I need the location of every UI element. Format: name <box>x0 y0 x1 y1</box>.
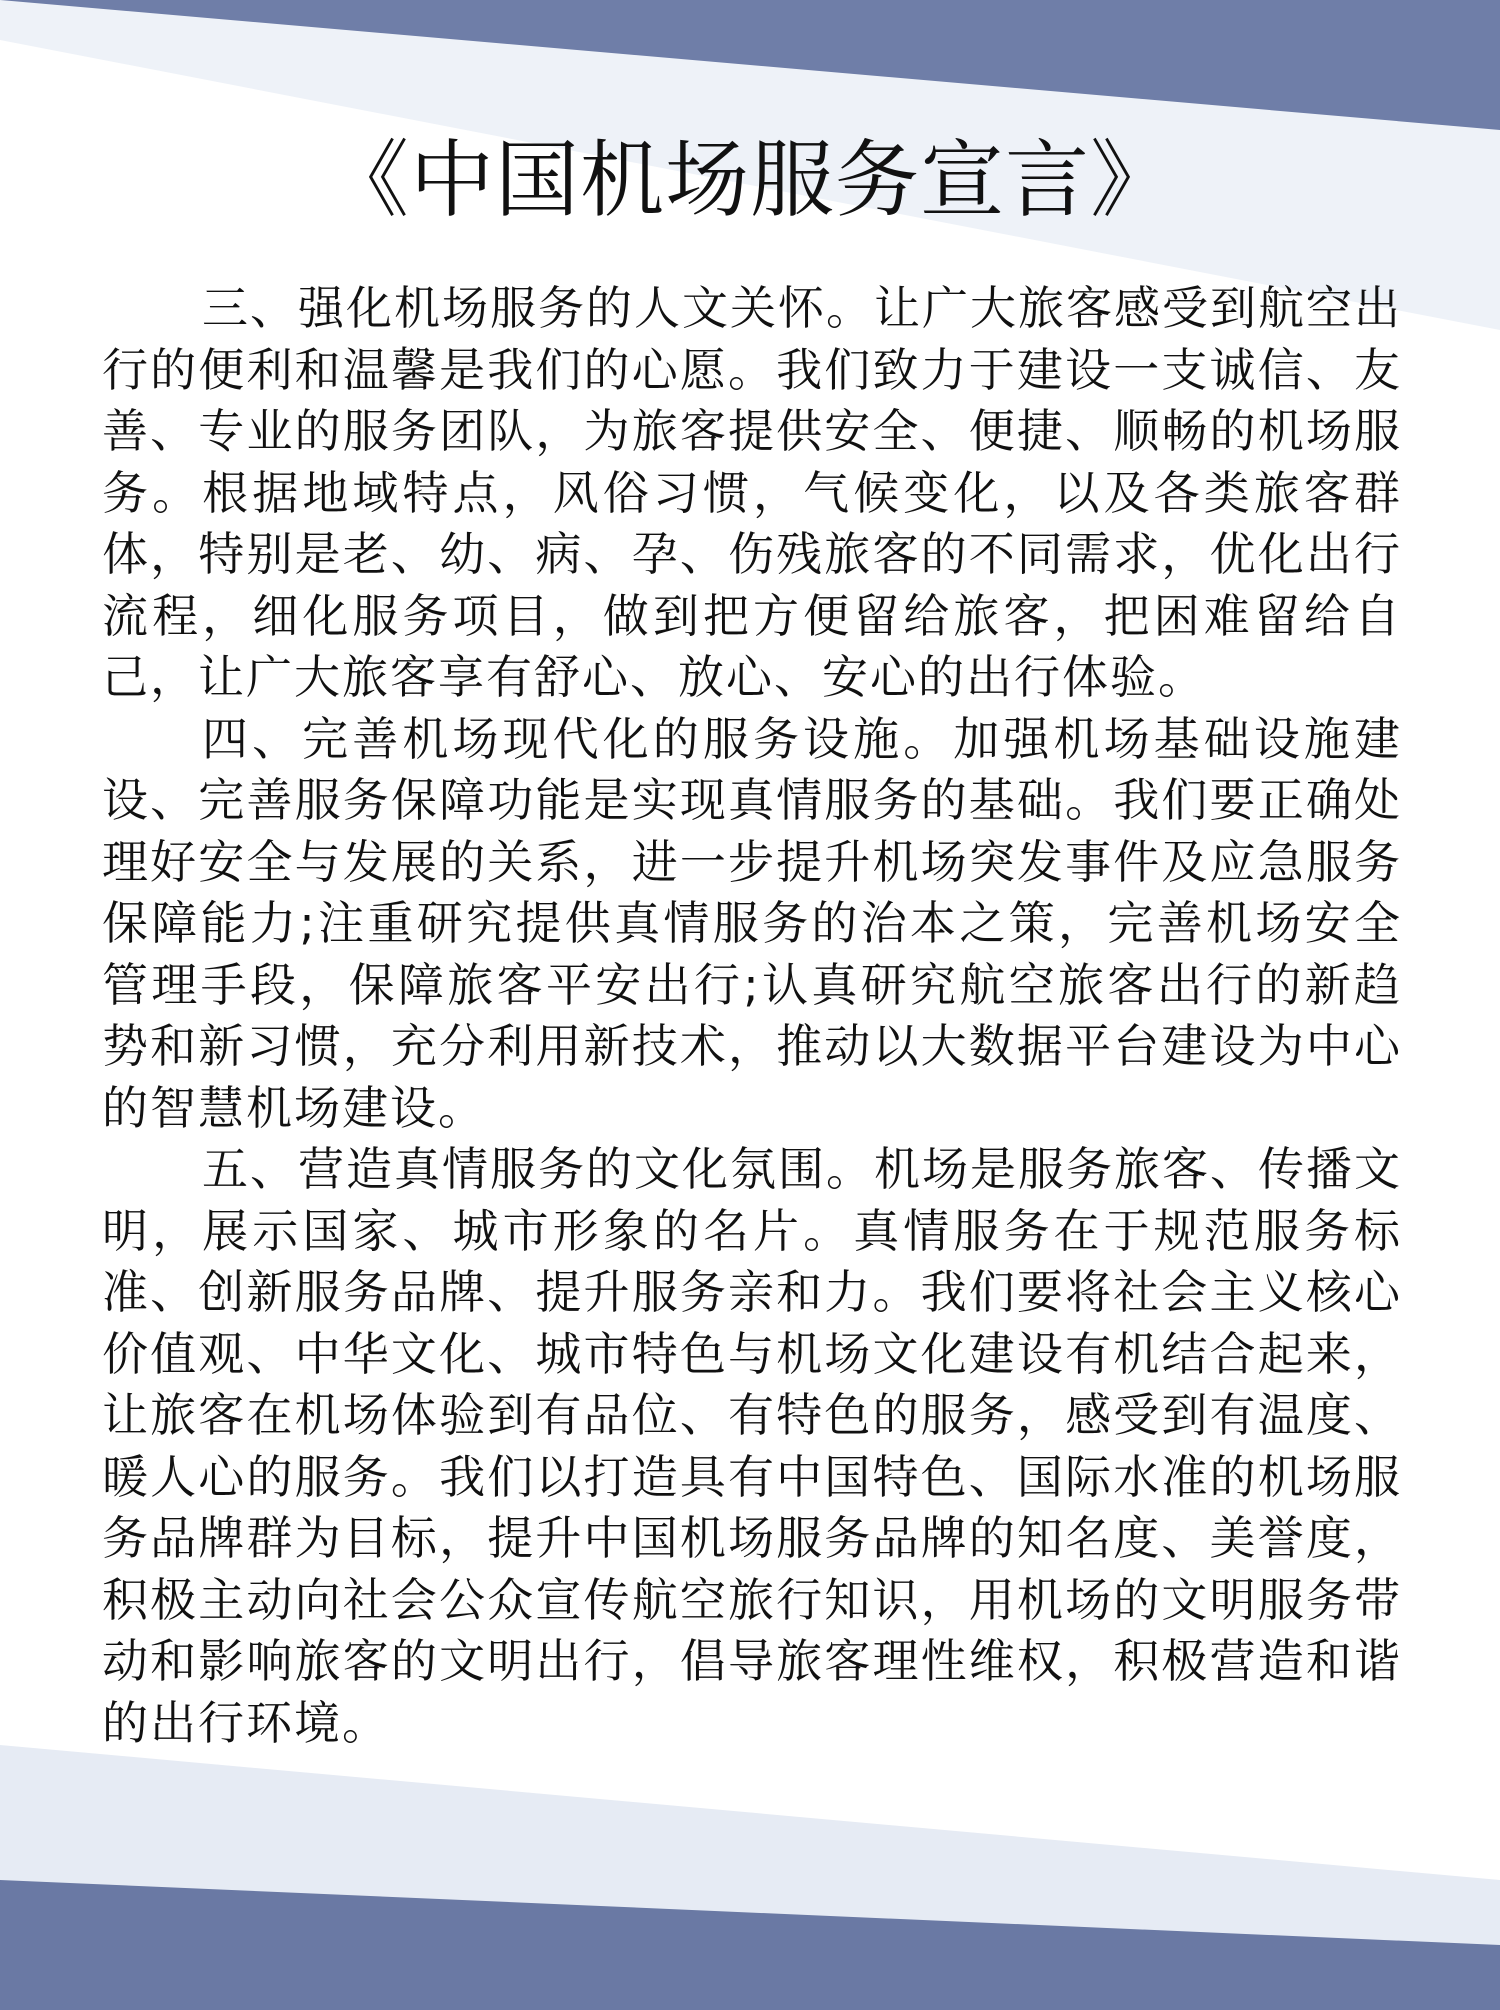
document-body <box>102 278 1402 1754</box>
paragraph-five: 五、营造真情服务的文化氛围。机场是服务旅客、传播文明，展示国家、城市形象的名片。真情服务在于规范服务标准、创新服务品牌、提升服务亲和力。我们要将社会主义核心价值观、中华文化、城市特色与机场文化建设有机结合起来，让旅客在机场体验到有品位、有特色的服务，感受到有温度、暖人心的服务。我们以打造具有中国特色、国际水准的机场服务品牌群为目标，提升中国机场服务品牌的知名度、美誉度，积极主动向社会公众宣传航空旅行知识，用机场的文明服务带动和影响旅客的文明出行，倡导旅客理性维权，积极营造和谐的出行环境。 <box>102 1142 1402 1750</box>
page-title: 《中国机场服务宣言》 <box>324 131 1175 229</box>
paragraph-three: 三、强化机场服务的人文关怀。让广大旅客感受到航空出行的便利和温馨是我们的心愿。我们致力于建设一支诚信、友善、专业的服务团队，为旅客提供安全、便捷、顺畅的机场服务。根据地域特点，风俗习惯，气候变化，以及各类旅客群体，特别是老、幼、病、孕、伤残旅客的不同需求，优化出行流程，细化服务项目，做到把方便留给旅客，把困难留给自己，让广大旅客享有舒心、放心、安心的出行体验。 <box>102 281 1402 704</box>
paragraph-four: 四、完善机场现代化的服务设施。加强机场基础设施建设、完善服务保障功能是实现真情服务的基础。我们要正确处理好安全与发展的关系，进一步提升机场突发事件及应急服务保障能力;注重研究提供真情服务的治本之策，完善机场安全管理手段，保障旅客平安出行;认真研究航空旅客出行的新趋势和新习惯，充分利用新技术，推动以大数据平台建设为中心的智慧机场建设。 <box>102 711 1402 1135</box>
